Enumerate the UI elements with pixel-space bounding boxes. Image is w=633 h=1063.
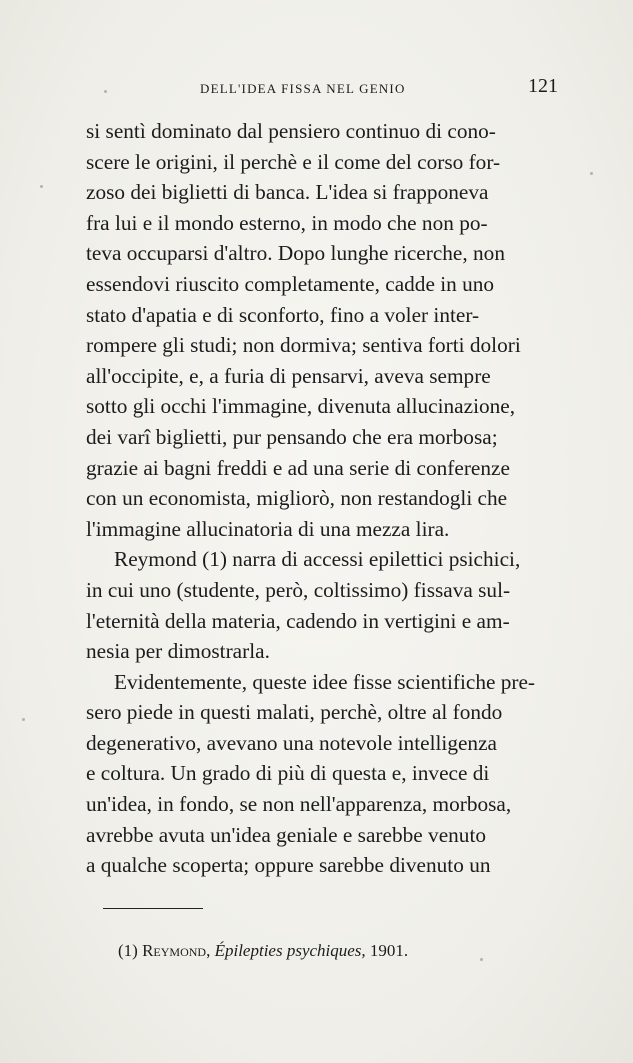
paper-speck <box>480 958 483 961</box>
text-line: avrebbe avuta un'idea geniale e sarebbe venuto <box>86 822 487 847</box>
text-line: con un economista, migliorò, non restandogli che <box>86 486 508 511</box>
text-line: sero piede in questi malati, perchè, oltre al fondo <box>86 700 503 725</box>
text-line: all'occipite, e, a furia di pensarvi, aveva sempre <box>86 363 491 388</box>
text-line: e coltura. Un grado di più di questa e, invece di <box>86 761 490 786</box>
footnote-marker: (1) <box>118 941 138 960</box>
text-line: l'immagine allucinatoria di una mezza lira. <box>86 516 450 541</box>
paper-speck <box>590 172 593 175</box>
text-line: l'eternità della materia, cadendo in vertigini e am- <box>86 608 510 633</box>
paragraph-1 <box>86 116 566 544</box>
footnote-title: Épilepties psychiques, <box>214 941 366 960</box>
text-line: Reymond (1) narra di accessi epilettici psichici, <box>114 547 521 572</box>
text-line: rompere gli studi; non dormiva; sentiva forti dolori <box>86 333 521 358</box>
text-line: a qualche scoperta; oppure sarebbe divenuto un <box>86 853 491 878</box>
text-line: essendovi riuscito completamente, cadde in uno <box>86 271 495 296</box>
footnote-author: Reymond, <box>142 941 211 960</box>
paper-speck <box>40 185 43 188</box>
text-line: in cui uno (studente, però, coltissimo) fissava sul- <box>86 577 511 602</box>
footnote-year: 1901. <box>369 941 409 960</box>
text-line: scere le origini, il perchè e il come del corso for- <box>86 149 501 174</box>
paragraph-2 <box>86 544 566 666</box>
text-line: Evidentemente, queste idee fisse scientifiche pre- <box>114 669 536 694</box>
text-line: nesia per dimostrarla. <box>86 639 270 664</box>
text-line: teva occuparsi d'altro. Dopo lunghe ricerche, non <box>86 241 505 266</box>
text-line: degenerativo, avevano una notevole intelligenza <box>86 730 497 755</box>
paragraph-3 <box>86 667 566 881</box>
text-line: un'idea, in fondo, se non nell'apparenza, morbosa, <box>86 792 512 817</box>
text-line: fra lui e il mondo esterno, in modo che non po- <box>86 210 488 235</box>
text-line: si sentì dominato dal pensiero continuo di cono- <box>86 119 496 143</box>
paper-speck <box>104 90 107 93</box>
text-line: sotto gli occhi l'immagine, divenuta allucinazione, <box>86 394 516 419</box>
running-head: DELL'IDEA FISSA NEL GENIO <box>200 81 406 96</box>
text-line: zoso dei biglietti di banca. L'idea si frapponeva <box>86 180 489 205</box>
text-line: stato d'apatia e di sconforto, fino a voler inter- <box>86 302 480 327</box>
paper-speck <box>22 718 25 721</box>
body-text <box>86 116 566 881</box>
footnote <box>118 941 408 961</box>
page-number: 121 <box>528 75 558 97</box>
text-line: grazie ai bagni freddi e ad una serie di conferenze <box>86 455 510 480</box>
footnote-rule <box>103 908 203 909</box>
page-header <box>200 75 570 105</box>
text-line: dei varî biglietti, pur pensando che era morbosa; <box>86 424 498 449</box>
